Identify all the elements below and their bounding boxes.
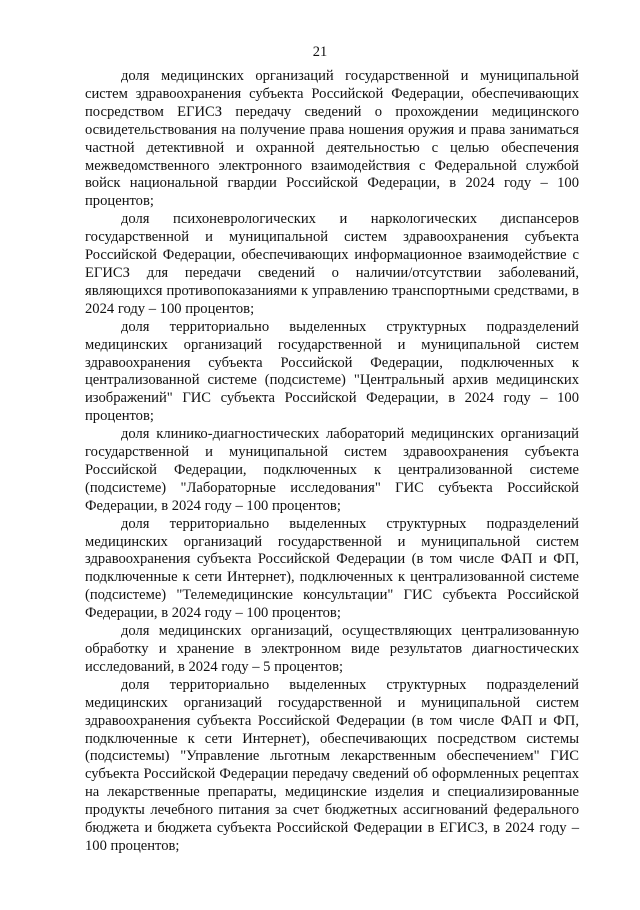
- paragraph-psychoneurological-dispensaries: доля психоневрологических и наркологических диспансеров государственной и муниципальной систем здравоохранения субъекта Российской Федерации, обеспечивающих информационное взаимодействие с ЕГИСЗ для передачи сведений о наличии/отсутствии заболеваний, являющихся противопоказаниями к управлению транспортными средствами, в 2024 году – 100 процентов;: [85, 211, 579, 317]
- page-number: 21: [312, 44, 328, 60]
- paragraph-laboratory-research: доля клинико-диагностических лабораторий медицинских организаций государственной и муниципальной систем здравоохранения субъекта Российской Федерации, подключенных к централизованной системе (подсистеме) "Лабораторные исследования" ГИС субъекта Российской Федерации, в 2024 году – 100 процентов;: [85, 426, 579, 514]
- paragraph-medical-images-archive: доля территориально выделенных структурных подразделений медицинских организаций государственной и муниципальной систем здравоохранения субъекта Российской Федерации, подключенных к централизованной системе (подсистеме) "Центральный архив медицинских изображений" ГИС субъекта Российской Федерации, в 2024 году – 100 процентов;: [85, 318, 579, 425]
- paragraph-egisz-weapons-certification: доля медицинских организаций государственной и муниципальной систем здравоохранения субъекта Российской Федерации, обеспечивающих посредством ЕГИСЗ передачу сведений о прохождении медицинского освидетельствования на получение права ношения оружия и права заниматься частной детективной и охранной деятельностью с целью обеспечения межведомственного электронного взаимодействия с Федеральной службой войск национальной гвардии Российской Федерации, в 2024 году – 100 процентов;: [85, 68, 579, 210]
- document-body: [85, 68, 579, 856]
- paragraph-preferential-drug-supply: доля территориально выделенных структурных подразделений медицинских организаций государственной и муниципальной систем здравоохранения субъекта Российской Федерации (в том числе ФАП и ФП, подключенные к сети Интернет), обеспечивающих посредством системы (подсистемы) "Управление льготным лекарственным обеспечением" ГИС субъекта Российской Федерации передачу сведений об оформленных рецептах на лекарственные препараты, медицинские изделия и специализированные продукты лечебного питания за счет бюджетных ассигнований федерального бюджета и бюджета субъекта Российской Федерации в ЕГИСЗ, в 2024 году – 100 процентов;: [85, 676, 579, 854]
- paragraph-telemedicine-consultations: доля территориально выделенных структурных подразделений медицинских организаций государственной и муниципальной систем здравоохранения субъекта Российской Федерации (в том числе ФАП и ФП, подключенные к сети Интернет), подключенных к централизованной системе (подсистеме) "Телемедицинские консультации" ГИС субъекта Российской Федерации, в 2024 году – 100 процентов;: [85, 515, 579, 622]
- paragraph-centralized-diagnostics: доля медицинских организаций, осуществляющих централизованную обработку и хранение в электронном виде результатов диагностических исследований, в 2024 году – 5 процентов;: [85, 623, 579, 675]
